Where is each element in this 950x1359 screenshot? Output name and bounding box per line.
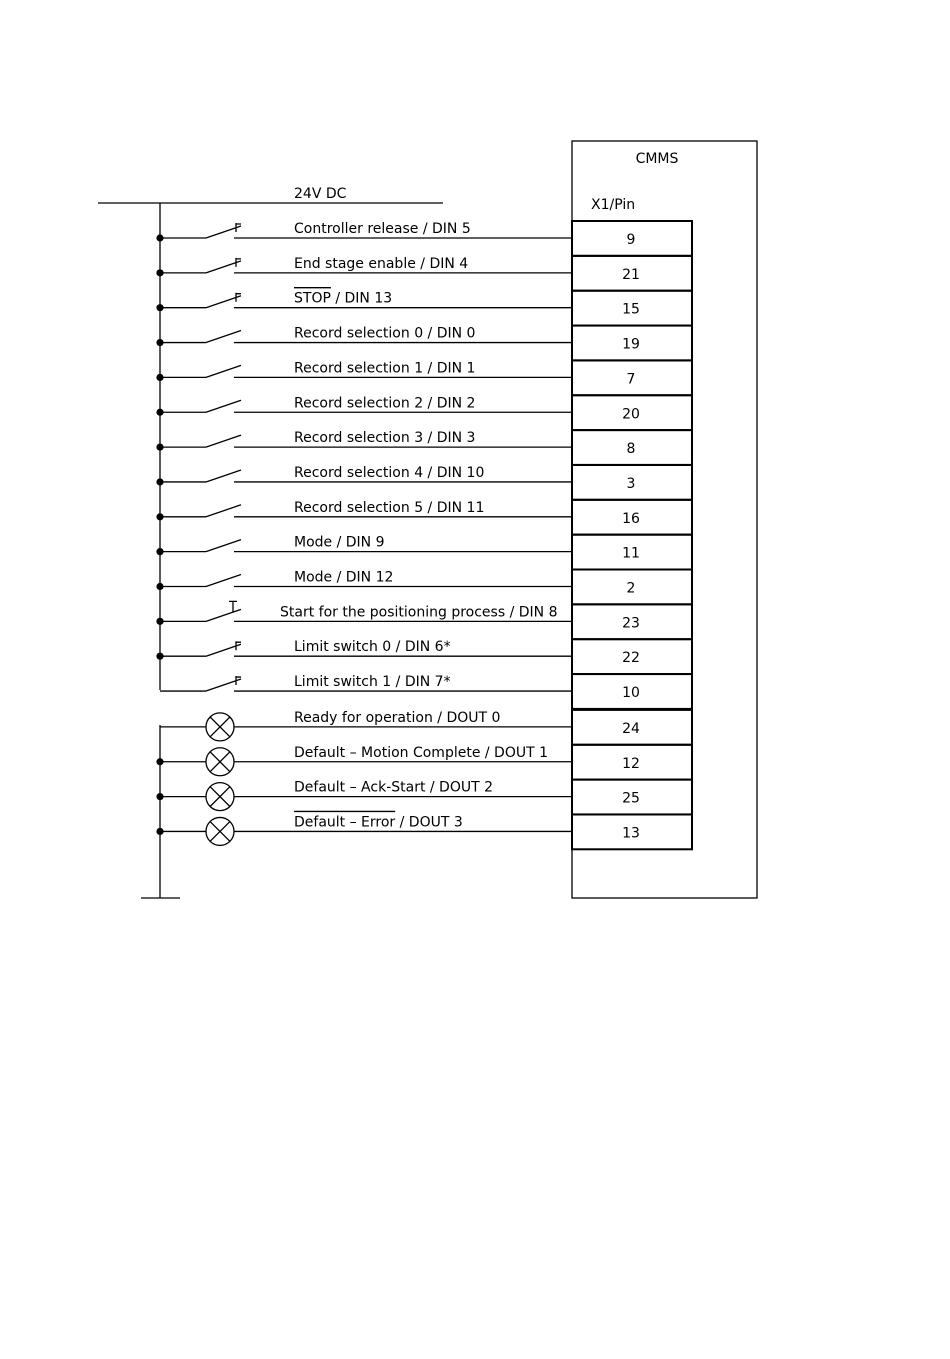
input-7-switch-blade bbox=[206, 470, 241, 482]
input-3-switch-blade bbox=[206, 331, 241, 343]
input-9-label: Mode / DIN 9 bbox=[294, 534, 385, 551]
input-3-label: Record selection 0 / DIN 0 bbox=[294, 325, 476, 342]
input-5-pin-number: 20 bbox=[622, 406, 640, 423]
input-3-pin-number: 19 bbox=[622, 336, 640, 353]
input-4-label: Record selection 1 / DIN 1 bbox=[294, 360, 476, 377]
output-2-label: Default – Ack-Start / DOUT 2 bbox=[294, 779, 494, 796]
input-5-switch-blade bbox=[206, 400, 241, 412]
input-13-label: Limit switch 1 / DIN 7* bbox=[294, 674, 451, 691]
output-0-label: Ready for operation / DOUT 0 bbox=[294, 709, 501, 726]
input-0-pin-number: 9 bbox=[626, 232, 636, 248]
input-5-label: Record selection 2 / DIN 2 bbox=[294, 395, 476, 412]
cmms-device-box bbox=[572, 141, 757, 898]
input-4-pin-number: 7 bbox=[626, 371, 636, 388]
input-10-pin-number: 2 bbox=[626, 580, 636, 597]
output-0-pin-number: 24 bbox=[622, 720, 640, 737]
input-9-switch-blade bbox=[206, 540, 241, 552]
input-10-switch-blade bbox=[206, 575, 241, 587]
input-12-label: Limit switch 0 / DIN 6* bbox=[294, 639, 451, 656]
device-name: CMMS bbox=[635, 151, 679, 167]
input-11-switch-blade bbox=[206, 609, 241, 621]
supply-label: 24V DC bbox=[294, 186, 347, 202]
pin-header: X1/Pin bbox=[591, 197, 636, 213]
output-3-lamp-cross bbox=[210, 822, 230, 842]
input-8-label: Record selection 5 / DIN 11 bbox=[294, 499, 485, 516]
input-8-switch-blade bbox=[206, 505, 241, 517]
input-7-label: Record selection 4 / DIN 10 bbox=[294, 464, 485, 481]
output-1-pin-number: 12 bbox=[622, 755, 640, 772]
input-1-pin-number: 21 bbox=[622, 266, 640, 283]
output-0-lamp-cross bbox=[210, 717, 230, 737]
input-2-label: STOP / DIN 13 bbox=[294, 290, 393, 307]
output-1-label: Default – Motion Complete / DOUT 1 bbox=[294, 744, 549, 761]
input-1-label: End stage enable / DIN 4 bbox=[294, 255, 469, 272]
input-7-pin-number: 3 bbox=[626, 475, 636, 492]
output-2-pin-number: 25 bbox=[622, 790, 640, 807]
input-6-label: Record selection 3 / DIN 3 bbox=[294, 430, 476, 447]
input-11-label: Start for the positioning process / DIN 8 bbox=[280, 604, 558, 621]
input-0-label: Controller release / DIN 5 bbox=[294, 221, 471, 237]
output-1-lamp-cross bbox=[210, 752, 230, 772]
input-6-pin-number: 8 bbox=[626, 441, 636, 458]
output-3-pin-number: 13 bbox=[622, 825, 640, 842]
input-10-label: Mode / DIN 12 bbox=[294, 569, 394, 586]
input-8-pin-number: 16 bbox=[622, 510, 640, 527]
input-9-pin-number: 11 bbox=[622, 545, 640, 562]
input-2-pin-number: 15 bbox=[622, 301, 640, 318]
input-11-pin-number: 23 bbox=[622, 615, 640, 632]
input-6-switch-blade bbox=[206, 435, 241, 447]
input-4-switch-blade bbox=[206, 365, 241, 377]
output-2-lamp-cross bbox=[210, 787, 230, 807]
input-13-pin-number: 10 bbox=[622, 685, 640, 702]
input-12-pin-number: 22 bbox=[622, 650, 640, 667]
output-3-label: Default – Error / DOUT 3 bbox=[294, 814, 463, 831]
